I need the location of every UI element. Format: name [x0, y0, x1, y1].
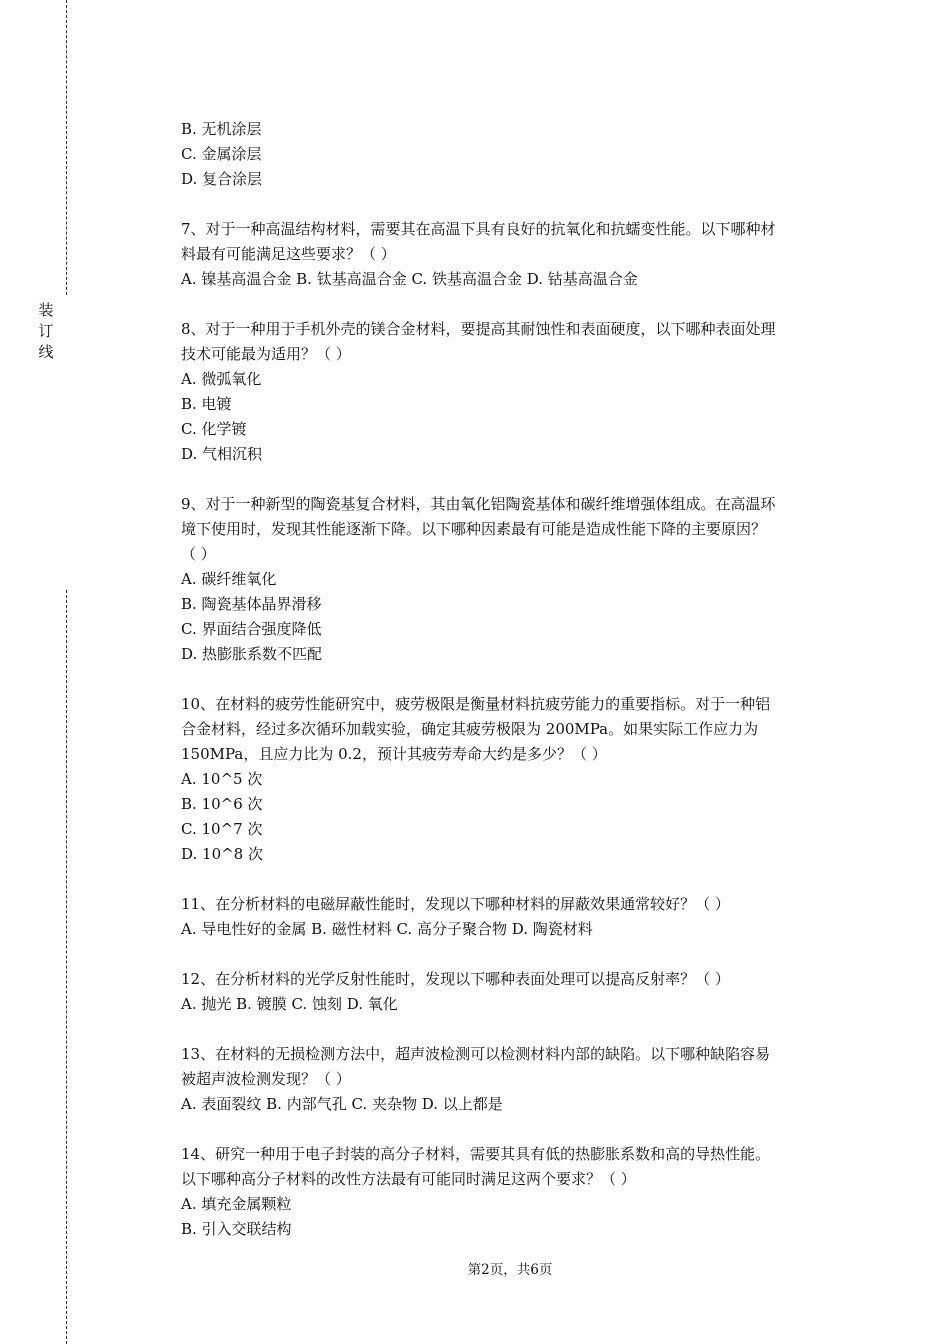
- question-text: 9、对于一种新型的陶瓷基复合材料，其由氧化铝陶瓷基体和碳纤维增强体组成。在高温环: [181, 495, 776, 513]
- question-text: 13、在材料的无损检测方法中，超声波检测可以检测材料内部的缺陷。以下哪种缺陷容易: [181, 1045, 771, 1063]
- answer-option: B. 陶瓷基体晶界滑移: [181, 595, 322, 613]
- question-text: 以下哪种高分子材料的改性方法最有可能同时满足这两个要求？（ ）: [181, 1170, 636, 1188]
- question-text: 14、研究一种用于电子封装的高分子材料，需要其具有低的热膨胀系数和高的导热性能。: [181, 1145, 771, 1163]
- answer-option: C. 金属涂层: [181, 145, 262, 163]
- question-text: 技术可能最为适用？（ ）: [181, 345, 351, 363]
- question-text: 10、在材料的疲劳性能研究中，疲劳极限是衡量材料抗疲劳能力的重要指标。对于一种铝: [181, 695, 771, 713]
- question-text: 料最有可能满足这些要求？（ ）: [181, 245, 396, 263]
- answer-option: C. 10^7 次: [181, 820, 263, 838]
- spacer: [181, 1017, 851, 1042]
- answer-option: B. 引入交联结构: [181, 1220, 292, 1238]
- question-text: 合金材料，经过多次循环加载实验，确定其疲劳极限为 200MPa。如果实际工作应力为: [181, 720, 759, 738]
- answer-option: A. 填充金属颗粒: [181, 1195, 292, 1213]
- answer-option: A. 微弧氧化: [181, 370, 262, 388]
- question-text: 150MPa，且应力比为 0.2，预计其疲劳寿命大约是多少？（ ）: [181, 745, 607, 763]
- binding-line-label: 装订线: [38, 301, 54, 361]
- question-text: （ ）: [181, 545, 216, 563]
- answer-option: A. 10^5 次: [181, 770, 263, 788]
- answer-option: A. 抛光 B. 镀膜 C. 蚀刻 D. 氧化: [181, 995, 398, 1013]
- spacer: [181, 667, 851, 692]
- question-text: 12、在分析材料的光学反射性能时，发现以下哪种表面处理可以提高反射率？（ ）: [181, 970, 730, 988]
- question-text: 境下使用时，发现其性能逐渐下降。以下哪种因素最有可能是造成性能下降的主要原因？: [181, 520, 767, 538]
- answer-option: D. 气相沉积: [181, 445, 263, 463]
- question-text: 7、对于一种高温结构材料，需要其在高温下具有良好的抗氧化和抗蠕变性能。以下哪种材: [181, 220, 776, 238]
- question-text: 8、对于一种用于手机外壳的镁合金材料，要提高其耐蚀性和表面硬度，以下哪种表面处理: [181, 320, 776, 338]
- spacer: [181, 942, 851, 967]
- question-content: [181, 117, 851, 1242]
- answer-option: A. 导电性好的金属 B. 磁性材料 C. 高分子聚合物 D. 陶瓷材料: [181, 920, 593, 938]
- answer-option: D. 复合涂层: [181, 170, 263, 188]
- answer-option: A. 表面裂纹 B. 内部气孔 C. 夹杂物 D. 以上都是: [181, 1095, 503, 1113]
- binding-dashed-line-top: [66, 0, 67, 295]
- answer-option: A. 碳纤维氧化: [181, 570, 277, 588]
- answer-option: B. 电镀: [181, 395, 232, 413]
- answer-option: D. 热膨胀系数不匹配: [181, 645, 323, 663]
- spacer: [181, 467, 851, 492]
- question-text: 11、在分析材料的电磁屏蔽性能时，发现以下哪种材料的屏蔽效果通常较好？（ ）: [181, 895, 730, 913]
- answer-option: C. 界面结合强度降低: [181, 620, 322, 638]
- spacer: [181, 1117, 851, 1142]
- answer-option: B. 10^6 次: [181, 795, 263, 813]
- spacer: [181, 867, 851, 892]
- binding-dashed-line-bottom: [66, 590, 67, 1344]
- spacer: [181, 292, 851, 317]
- answer-option: B. 无机涂层: [181, 120, 262, 138]
- answer-option: A. 镍基高温合金 B. 钛基高温合金 C. 铁基高温合金 D. 钴基高温合金: [181, 270, 638, 288]
- answer-option: D. 10^8 次: [181, 845, 263, 863]
- question-text: 被超声波检测发现？（ ）: [181, 1070, 351, 1088]
- page-footer: 第2页，共6页: [467, 1262, 553, 1278]
- spacer: [181, 192, 851, 217]
- answer-option: C. 化学镀: [181, 420, 247, 438]
